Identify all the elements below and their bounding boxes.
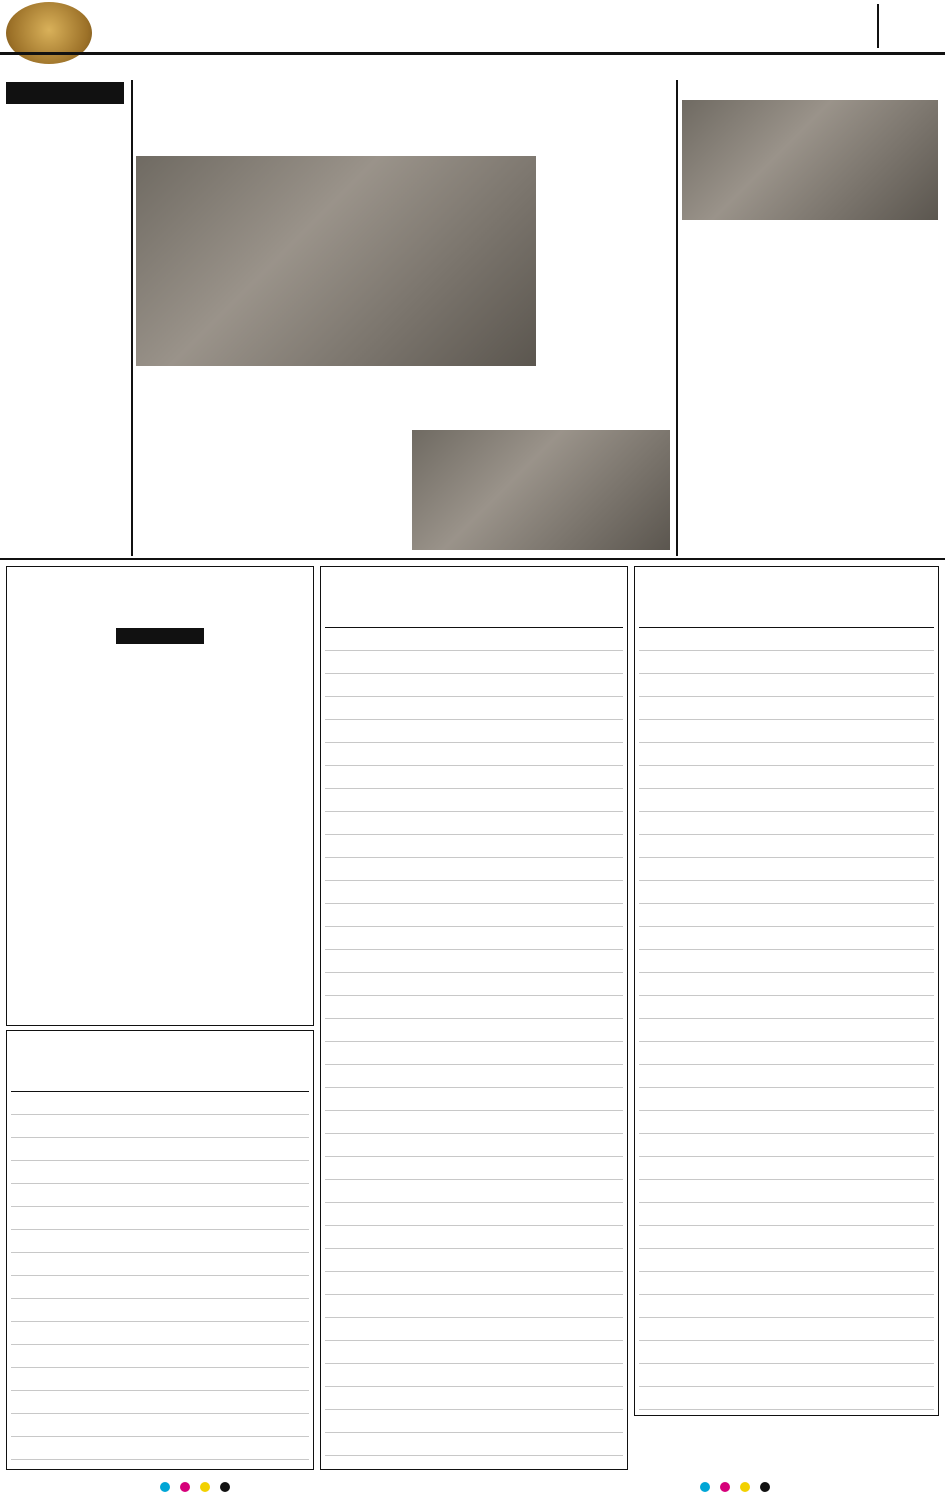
page-section-title (545, 2, 875, 46)
side-article-body (682, 240, 938, 330)
column-divider (676, 80, 678, 556)
second-side-article-body (682, 386, 938, 552)
masthead-divider (877, 4, 879, 48)
side-photo (682, 100, 938, 220)
date-line (98, 6, 398, 46)
land-schedule-title (321, 571, 627, 593)
yellow-registration-dot (740, 1482, 750, 1492)
lead-photo (136, 156, 536, 366)
section-rule (0, 558, 945, 560)
second-side-headline (682, 334, 938, 368)
second-side-byline (682, 370, 938, 384)
notice-reference (780, 1452, 938, 1468)
land-schedule-rows (639, 627, 934, 1411)
land-schedule-title (635, 571, 938, 593)
page-number (883, 2, 939, 46)
land-schedule-table (320, 566, 628, 1470)
brief-byline (6, 152, 130, 166)
government-notice-tag (116, 628, 204, 644)
side-byline (682, 222, 938, 236)
government-notice-title (14, 572, 306, 626)
signature-line (634, 1420, 939, 1450)
masthead-rule (0, 52, 945, 55)
cyan-registration-dot (160, 1482, 170, 1492)
land-schedule-title (7, 1035, 313, 1057)
meeting-photo (412, 430, 670, 550)
lead-article-column-1 (136, 372, 276, 550)
magenta-registration-dot (180, 1482, 190, 1492)
brief-article-body (6, 170, 130, 552)
lead-headline (136, 82, 671, 148)
brief-section-tag (6, 82, 124, 104)
magenta-registration-dot (720, 1482, 730, 1492)
yellow-registration-dot (200, 1482, 210, 1492)
black-registration-dot (760, 1482, 770, 1492)
land-schedule-table (634, 566, 939, 1416)
land-schedule-table (6, 1030, 314, 1470)
land-schedule-rows (325, 627, 623, 1465)
brief-headline (6, 106, 130, 152)
black-registration-dot (220, 1482, 230, 1492)
government-notice-body (14, 648, 306, 1020)
side-headline (682, 80, 942, 98)
column-divider (131, 80, 133, 556)
lead-article-column-2 (280, 372, 410, 550)
registration-marks (0, 1478, 945, 1497)
land-schedule-rows (11, 1091, 309, 1465)
cyan-registration-dot (700, 1482, 710, 1492)
lead-article-column-3 (540, 156, 670, 426)
